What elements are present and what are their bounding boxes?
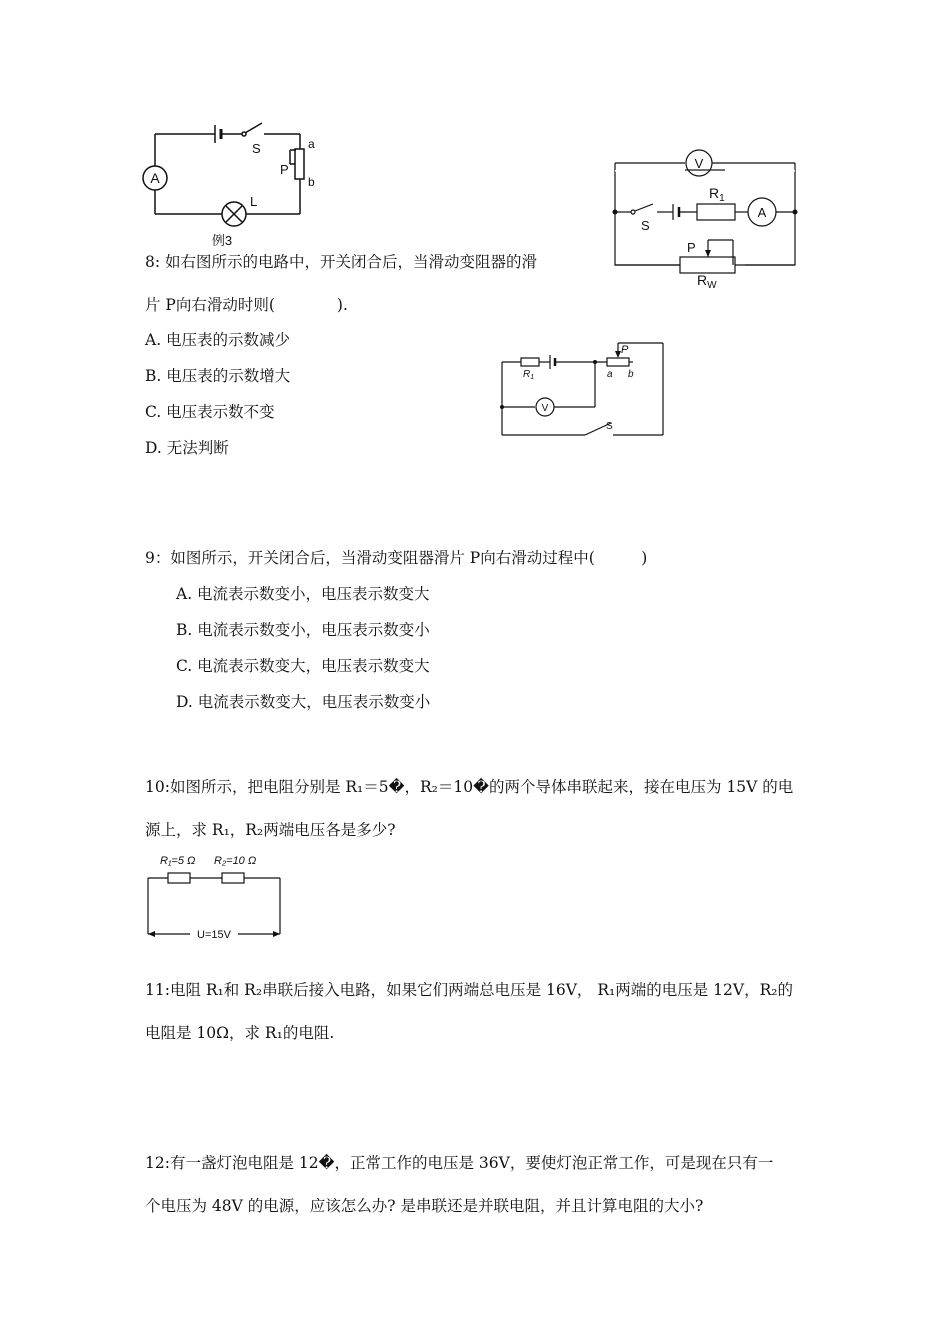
ammeter-label: A	[150, 170, 160, 186]
terminal-a-label: a	[308, 137, 315, 151]
slider-label: P	[687, 240, 696, 255]
slider-label: P	[621, 344, 629, 356]
q12-stem-line2: 个电压为 48V 的电源，应该怎么办? 是串联还是并联电阻，并且计算电阻的大小?	[145, 1197, 704, 1215]
terminal-a-label: a	[607, 369, 613, 380]
q9-option-d: D. 电流表示数变大，电压表示数变小	[176, 693, 431, 711]
resistor-r1-label: $R_1$	[709, 185, 725, 204]
terminal-b-label: b	[628, 369, 634, 380]
lamp-label: L	[250, 194, 258, 209]
figure-caption: 例3	[211, 233, 233, 248]
slider-label: P	[280, 162, 289, 177]
q9-stem: 9：如图所示，开关闭合后，当滑动变阻器滑片 P向右滑动过程中( )	[145, 549, 648, 567]
q8-option-a: A. 电压表的示数减少	[145, 331, 291, 349]
q8-option-b: B. 电压表的示数增大	[145, 367, 291, 385]
q9-option-c: C. 电流表示数变大，电压表示数变大	[176, 657, 430, 675]
q8-circuit-figure	[605, 140, 805, 290]
q11-stem-line1: 11:电阻 R₁和 R₂串联后接入电路，如果它们两端总电压是 16V， R₁两端的电压是 12V，R₂的	[145, 981, 793, 999]
resistor-r2-label: R₂=10 Ω	[214, 855, 257, 867]
ammeter-label: A	[757, 205, 767, 220]
q9-circuit-figure	[495, 335, 675, 445]
voltmeter-label: V	[694, 156, 704, 171]
resistor-r1-label: R₁=5 Ω	[160, 855, 196, 867]
terminal-b-label: b	[308, 175, 315, 189]
source-voltage-label: U=15V	[197, 929, 231, 941]
resistor-r1-label: $R_1$	[523, 369, 535, 381]
example3-circuit-figure	[130, 120, 330, 250]
q8-stem-line2: 片 P向右滑动时则( ).	[145, 296, 348, 314]
q9-option-b: B. 电流表示数变小，电压表示数变小	[176, 621, 430, 639]
q8-stem-line1: 8: 如右图所示的电路中，开关闭合后，当滑动变阻器的滑	[145, 253, 538, 271]
voltmeter-label: V	[541, 403, 549, 414]
q8-option-d: D. 无法判断	[145, 439, 229, 457]
switch-label: S	[606, 421, 613, 432]
q10-circuit-figure	[140, 848, 290, 943]
q11-stem-line2: 电阻是 10Ω，求 R₁的电阻.	[145, 1024, 335, 1042]
switch-label: S	[641, 218, 650, 233]
q8-option-c: C. 电压表示数不变	[145, 403, 275, 421]
q10-stem-line1: 10:如图所示，把电阻分别是 R₁＝5�，R₂＝10�的两个导体串联起来，接在电压为 15V 的电	[145, 778, 794, 796]
rheostat-label: $R_W$	[697, 272, 717, 290]
switch-label: S	[252, 141, 261, 156]
q10-stem-line2: 源上，求 R₁，R₂两端电压各是多少?	[145, 821, 396, 839]
q12-stem-line1: 12:有一盏灯泡电阻是 12�，正常工作的电压是 36V，要使灯泡正常工作，可是现在只有一	[145, 1154, 774, 1172]
q9-option-a: A. 电流表示数变小，电压表示数变大	[176, 585, 430, 603]
